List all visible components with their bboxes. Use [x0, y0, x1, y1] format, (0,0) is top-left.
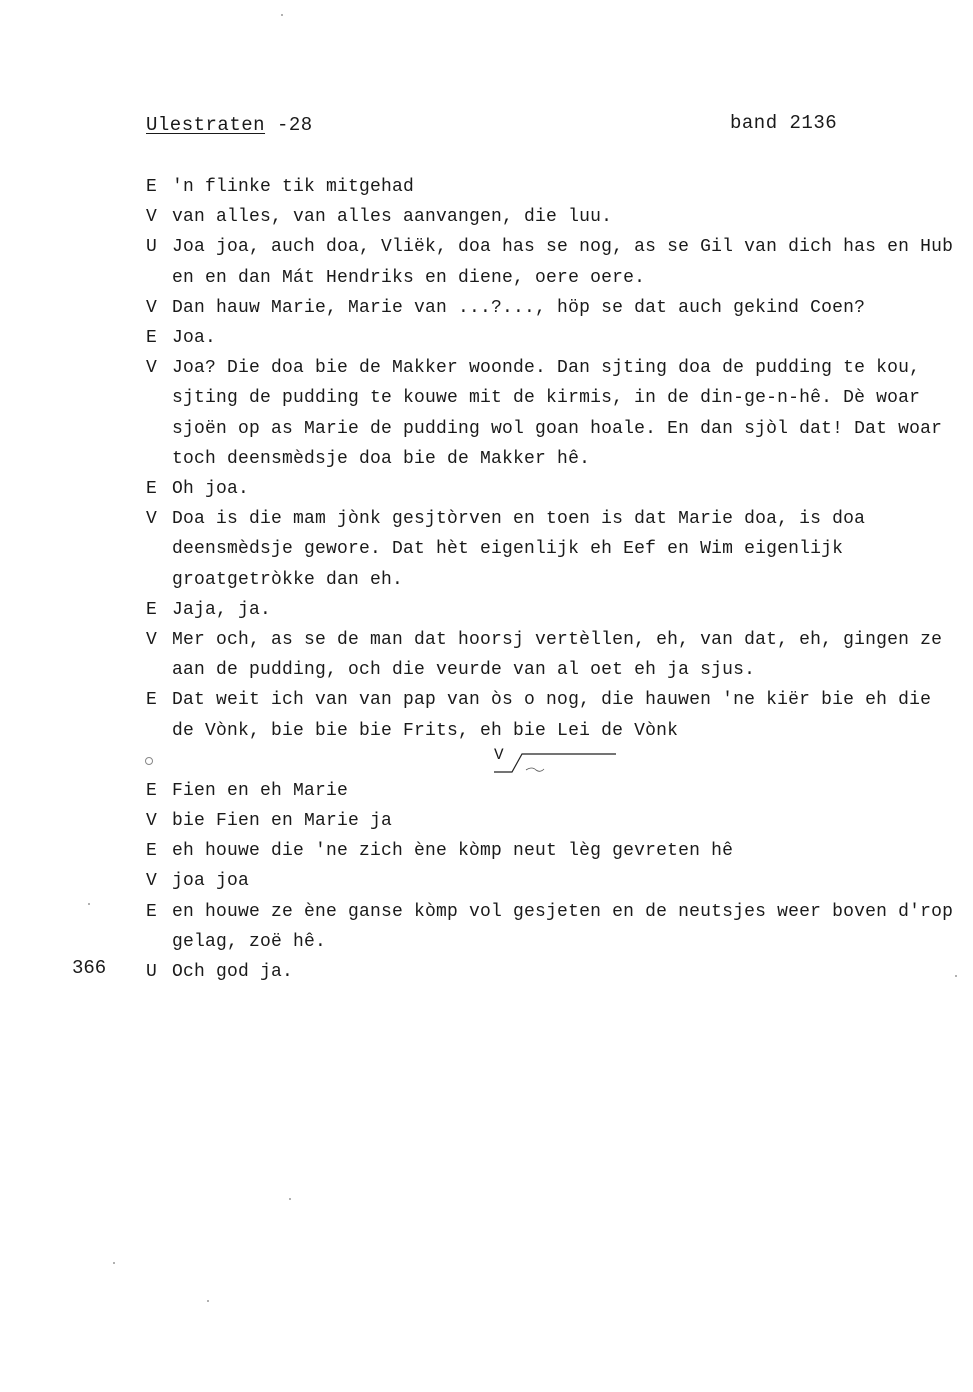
- speaker-label: E: [146, 780, 158, 801]
- paper-speck: [145, 757, 153, 765]
- turn: [146, 353, 961, 474]
- turn: [146, 323, 961, 353]
- speaker-label: V: [146, 871, 158, 892]
- utterance: eh houwe die 'ne zich ène kòmp neut lèg gevreten hê: [172, 841, 734, 862]
- utterance: Jaja, ja.: [172, 599, 272, 620]
- utterance: Joa.: [172, 328, 217, 349]
- overlap-bracket-icon: [494, 746, 624, 778]
- turn: [146, 232, 965, 292]
- turn: [146, 957, 961, 987]
- turn: [146, 172, 961, 202]
- page-number: -28: [276, 114, 313, 136]
- line-number: 366: [72, 957, 107, 979]
- overlap-marker: [494, 746, 624, 778]
- turn: [146, 625, 961, 685]
- utterance: Oh joa.: [172, 479, 250, 500]
- transcript: [146, 172, 965, 987]
- utterance: bie Fien en Marie ja: [172, 811, 393, 832]
- utterance: Joa joa, auch doa, Vliëk, doa has se nog, as se Gil van dich has en Hub en en dan Mát Hendriks en diene, oere oere.: [172, 237, 965, 288]
- utterance: Dat weit ich van van pap van òs o nog, die hauwen 'ne kiër bie eh die de Vònk, bie bie bie Frits, eh bie Lei de Vònk: [172, 690, 943, 741]
- turn: [146, 685, 961, 745]
- overlap-speaker: V: [494, 745, 504, 764]
- speaker-label: E: [146, 690, 158, 711]
- turn: [146, 202, 961, 232]
- turn: [146, 776, 961, 806]
- speaker-label: V: [146, 297, 158, 318]
- utterance: Mer och, as se de man dat hoorsj vertèllen, eh, van dat, eh, gingen ze aan de pudding, och die veurde van al oet eh ja sjus.: [172, 630, 954, 681]
- utterance: en houwe ze ène ganse kòmp vol gesjeten en de neutsjes weer boven d'rop gelag, zoë hê.: [172, 901, 965, 952]
- turn: [146, 866, 961, 896]
- band-number: band 2136: [730, 112, 838, 134]
- paper-speck: [113, 1262, 115, 1264]
- speaker-label: E: [146, 841, 158, 862]
- utterance: Doa is die mam jònk gesjtòrven en toen is dat Marie doa, is doa deensmèdsje gewore. Dat hèt eigenlijk eh Eef en Wim eigenlijk groatgetròkke dan eh.: [172, 509, 877, 590]
- speaker-label: V: [146, 358, 158, 379]
- paper-speck: [289, 1198, 291, 1200]
- speaker-label: V: [146, 630, 158, 651]
- utterance: Joa? Die doa bie de Makker woonde. Dan sjting doa de pudding te kou, sjting de pudding te kouwe mit de kirmis, in de din-ge-n-hê. Dè woar sjoën op as Marie de pudding wol goan hoale. En dan sjòl dat! Dat woar toch deensmèdsje doa bie de Makker hê.: [172, 358, 954, 469]
- speaker-label: E: [146, 901, 158, 922]
- speaker-label: U: [146, 237, 158, 258]
- speaker-label: E: [146, 177, 158, 197]
- location-name: Ulestraten: [146, 114, 266, 136]
- turn: [146, 474, 961, 504]
- turn: [146, 504, 961, 595]
- speaker-label: E: [146, 328, 158, 349]
- paper-speck: [281, 14, 283, 16]
- utterance: joa joa: [172, 871, 250, 892]
- utterance: van alles, van alles aanvangen, die luu.: [172, 207, 613, 228]
- paper-speck: [955, 975, 957, 977]
- speaker-label: E: [146, 599, 158, 620]
- speaker-label: V: [146, 509, 158, 530]
- turn: [146, 293, 961, 323]
- speaker-label: U: [146, 962, 158, 983]
- utterance: Fien en eh Marie: [172, 780, 349, 801]
- paper-speck: [207, 1300, 209, 1302]
- speaker-label: V: [146, 811, 158, 832]
- page-header-location: [146, 114, 313, 136]
- overlap-marker-row: [146, 746, 961, 776]
- paper-speck: [88, 903, 90, 905]
- turn: [146, 806, 961, 836]
- speaker-label: E: [146, 479, 158, 500]
- turn: [146, 836, 961, 866]
- utterance: 'n flinke tik mitgehad: [172, 177, 415, 197]
- utterance: Dan hauw Marie, Marie van ...?..., höp se dat auch gekind Coen?: [172, 297, 866, 318]
- turn: [146, 897, 965, 957]
- turn: [146, 595, 961, 625]
- utterance: Och god ja.: [172, 962, 294, 983]
- speaker-label: V: [146, 207, 158, 228]
